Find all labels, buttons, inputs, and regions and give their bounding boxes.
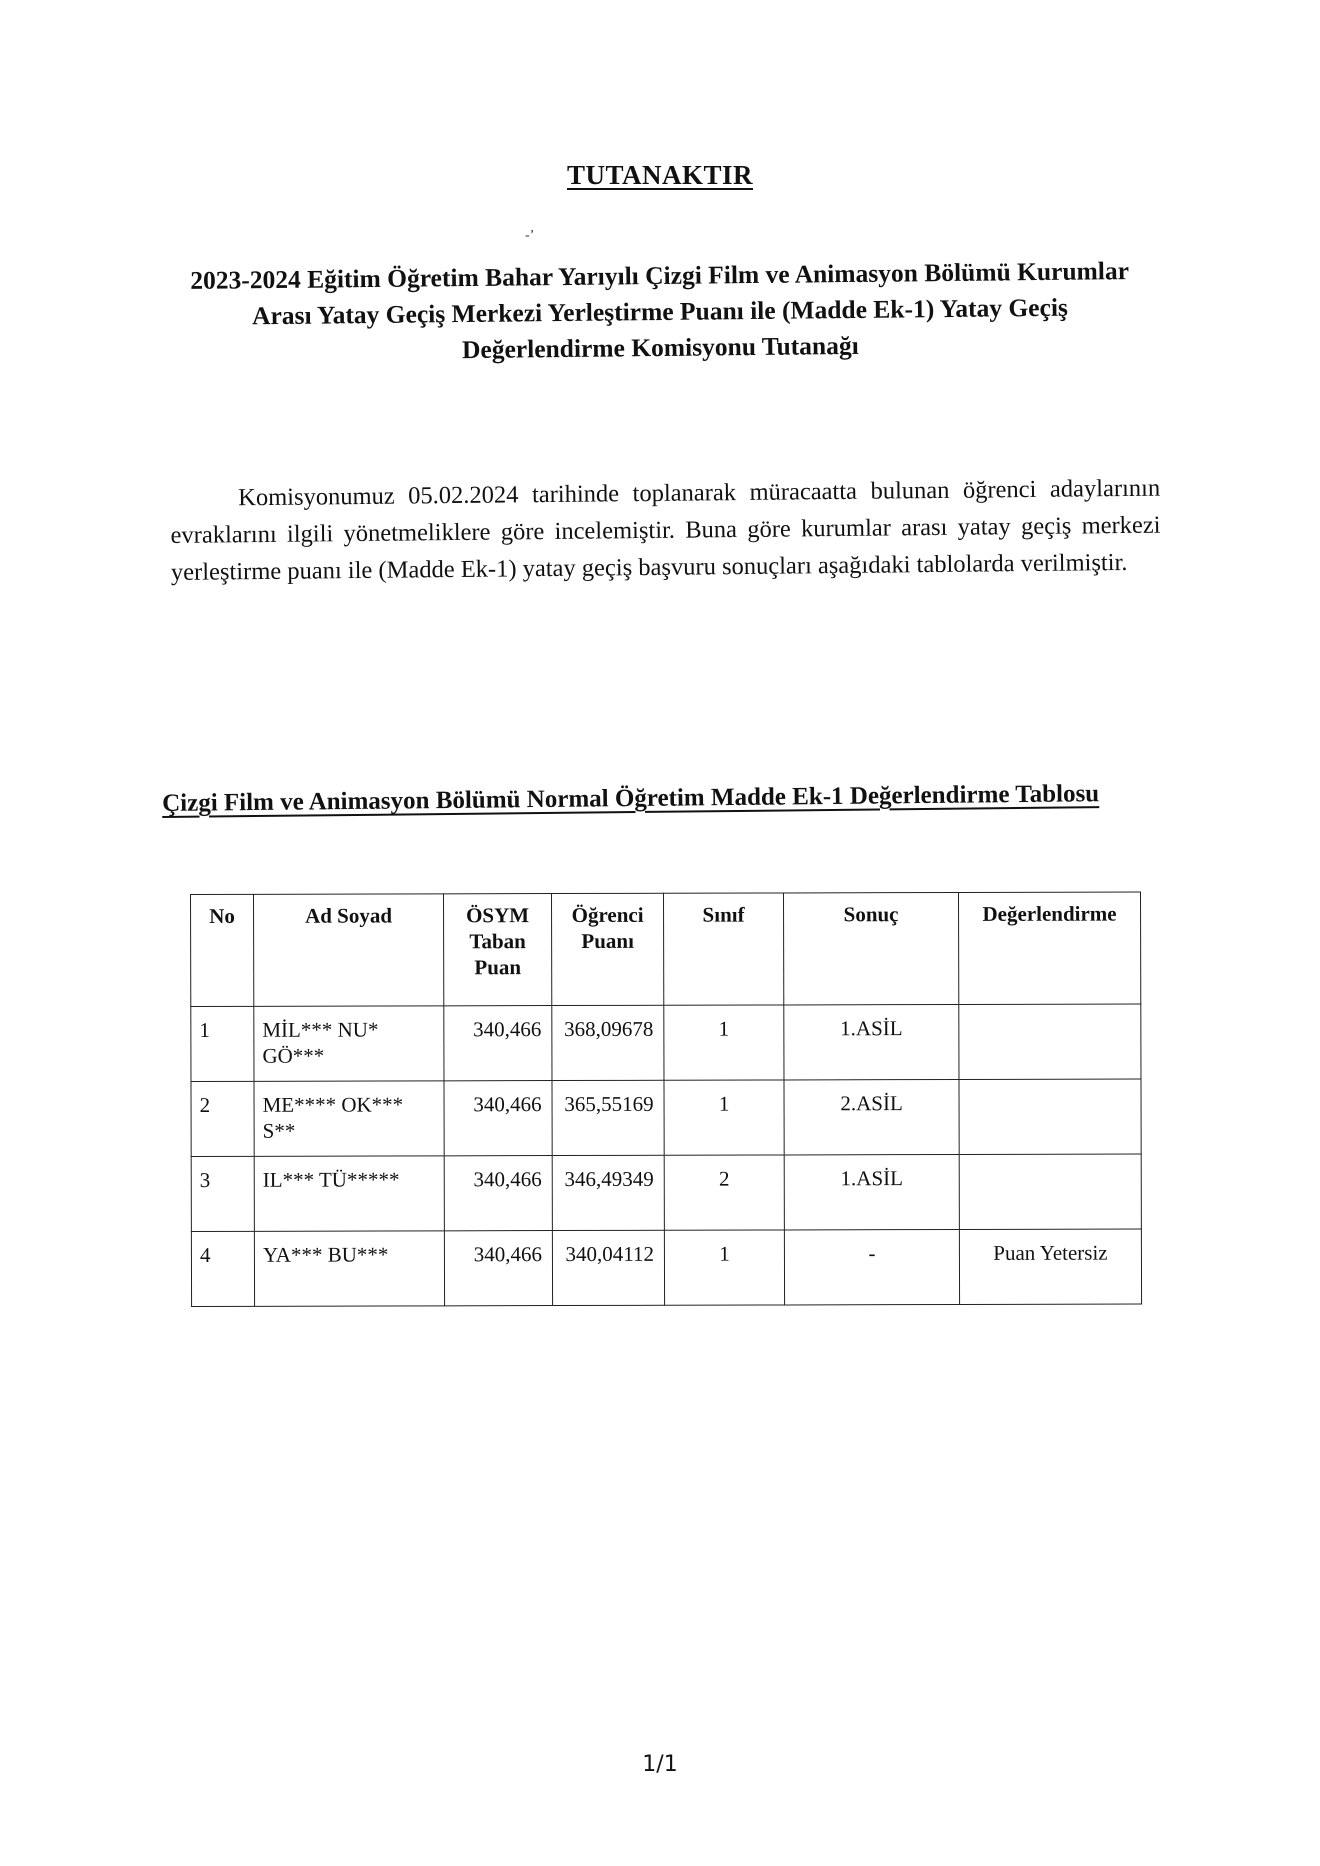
header-result: Sonuç	[783, 892, 958, 1004]
cell-name: ME**** OK*** S**	[254, 1081, 444, 1156]
header-evaluation: Değerlendirme	[958, 892, 1140, 1004]
cell-result: -	[784, 1229, 959, 1304]
body-paragraph	[170, 470, 1161, 591]
header-no: No	[191, 894, 254, 1006]
heading-line-1: 2023-2024 Eğitim Öğretim Bahar Yarıyılı Çizgi Film ve Animasyon Bölümü Kurumlar	[190, 256, 1130, 295]
table-row	[191, 1004, 1141, 1081]
page-number: 1/1	[642, 1752, 678, 1777]
header-grade: Sınıf	[663, 893, 783, 1005]
cell-evaluation	[959, 1004, 1141, 1079]
table-title: Çizgi Film ve Animasyon Bölümü Normal Öğretim Madde Ek-1 Değerlendirme Tablosu	[162, 780, 1100, 817]
table-row	[191, 1229, 1141, 1306]
heading-line-2: Arası Yatay Geçiş Merkezi Yerleştirme Puanı ile (Madde Ek-1) Yatay Geçiş	[251, 292, 1069, 331]
document-title: TUTANAKTIR	[566, 160, 754, 190]
cell-name: YA*** BU***	[254, 1231, 444, 1306]
cell-no: 1	[191, 1006, 254, 1081]
document-heading	[149, 253, 1170, 372]
cell-evaluation	[959, 1154, 1141, 1229]
table-row	[191, 1154, 1141, 1231]
header-osym: ÖSYM Taban Puan	[444, 894, 552, 1006]
cell-no: 4	[191, 1231, 254, 1306]
cell-osym: 340,466	[444, 1231, 552, 1306]
cell-name: MİL*** NU* GÖ***	[254, 1006, 444, 1081]
header-name: Ad Soyad	[254, 894, 444, 1006]
body-paragraph-text: Komisyonumuz 05.02.2024 tarihinde toplanarak müracaatta bulunan öğrenci adaylarının evraklarını ilgili yönetmeliklere göre incelemiştir. Buna göre kurumlar arası yatay geçiş merkezi yerleştirme puanı ile (Madde Ek-1) yatay geçiş başvuru sonuçları aşağıdaki tablolarda verilmiştir.	[170, 474, 1161, 586]
cell-osym: 340,466	[444, 1081, 552, 1156]
cell-osym: 340,466	[444, 1006, 552, 1081]
cell-evaluation: Puan Yetersiz	[959, 1229, 1141, 1304]
cell-student-score: 346,49349	[552, 1155, 664, 1230]
header-student-score: Öğrenci Puanı	[552, 893, 664, 1005]
cell-grade: 1	[664, 1080, 784, 1155]
cell-result: 1.ASİL	[784, 1154, 959, 1229]
cell-evaluation	[959, 1079, 1141, 1154]
cell-osym: 340,466	[444, 1156, 552, 1231]
evaluation-table-wrapper	[190, 892, 1141, 1307]
cell-result: 2.ASİL	[784, 1079, 959, 1154]
cell-result: 1.ASİL	[784, 1004, 959, 1079]
table-header-row	[191, 892, 1141, 1006]
heading-line-3: Değerlendirme Komisyonu Tutanağı	[461, 330, 859, 365]
cell-name: IL*** TÜ*****	[254, 1156, 444, 1231]
cell-student-score: 368,09678	[552, 1005, 664, 1080]
evaluation-table	[190, 892, 1142, 1307]
table-row	[191, 1079, 1141, 1156]
cell-grade: 1	[664, 1005, 784, 1080]
stray-mark: -ʼ	[525, 228, 535, 243]
cell-grade: 1	[664, 1230, 784, 1305]
cell-student-score: 340,04112	[552, 1230, 664, 1305]
cell-no: 2	[191, 1081, 254, 1156]
cell-student-score: 365,55169	[552, 1080, 664, 1155]
cell-no: 3	[191, 1156, 254, 1231]
cell-grade: 2	[664, 1155, 784, 1230]
